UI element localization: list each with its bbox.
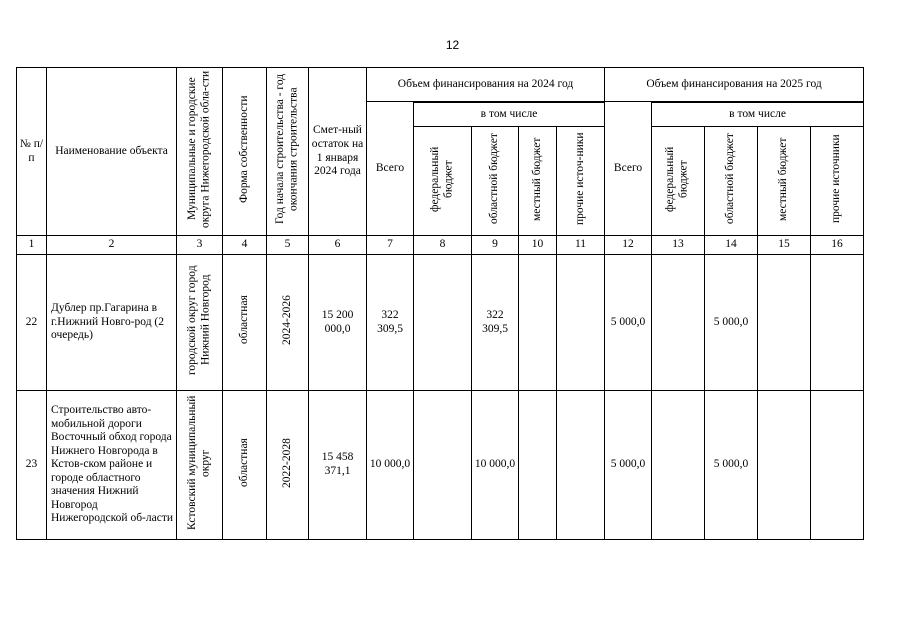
row-name: Дублер пр.Гагарина в г.Нижний Новго-род (2 очередь)	[47, 255, 177, 391]
header-total-2024: Всего	[367, 102, 414, 236]
column-number: 9	[472, 236, 519, 255]
row-other-2024	[557, 255, 605, 391]
header-federal-2025	[652, 127, 705, 236]
row-local-2024	[519, 391, 557, 540]
page-number: 12	[445, 38, 460, 52]
row-total-2025: 5 000,0	[605, 255, 652, 391]
financing-table	[16, 67, 864, 540]
column-number: 15	[758, 236, 811, 255]
row-other-2024	[557, 391, 605, 540]
column-number: 7	[367, 236, 414, 255]
row-local-2025	[758, 255, 811, 391]
row-federal-2024	[414, 255, 472, 391]
header-other-2025	[811, 127, 864, 236]
row-total-2025: 5 000,0	[605, 391, 652, 540]
row-remainder: 15 200 000,0	[309, 255, 367, 391]
header-remainder: Смет-ный остаток на 1 января 2024 года	[309, 68, 367, 236]
column-number: 14	[705, 236, 758, 255]
header-local-2025-text: местный бюджет	[777, 137, 790, 221]
table-row	[17, 391, 864, 540]
row-regional-2024: 10 000,0	[472, 391, 519, 540]
header-local-2025	[758, 127, 811, 236]
row-federal-2025	[652, 391, 705, 540]
row-num: 23	[17, 391, 47, 540]
row-regional-2025: 5 000,0	[705, 391, 758, 540]
column-number: 12	[605, 236, 652, 255]
column-number: 13	[652, 236, 705, 255]
header-num: № п/п	[17, 68, 47, 236]
header-regional-2024	[472, 127, 519, 236]
column-number: 16	[811, 236, 864, 255]
header-regional-2025	[705, 127, 758, 236]
column-number: 2	[47, 236, 177, 255]
row-municipality-text: городской округ город Нижний Новгород	[185, 265, 212, 376]
header-total-2025: Всего	[605, 102, 652, 236]
column-number: 11	[557, 236, 605, 255]
row-federal-2024	[414, 391, 472, 540]
row-regional-2025: 5 000,0	[705, 255, 758, 391]
header-regional-2025-text: областной бюджет	[724, 133, 737, 225]
row-local-2025	[758, 391, 811, 540]
header-name: Наименование объекта	[47, 68, 177, 236]
header-local-2024	[519, 127, 557, 236]
header-federal-2025-text: федеральный бюджет	[664, 146, 691, 212]
row-years	[267, 391, 309, 540]
column-number-row	[17, 236, 864, 255]
row-total-2024: 10 000,0	[367, 391, 414, 540]
table-row	[17, 255, 864, 391]
header-ownership-text: Форма собственности	[237, 95, 250, 203]
header-years	[267, 68, 309, 236]
row-years	[267, 255, 309, 391]
row-other-2025	[811, 255, 864, 391]
row-municipality	[177, 391, 223, 540]
header-years-text: Год начала строительства - год окончания строительства	[273, 74, 300, 225]
header-other-2024-text: прочие источ-ники	[573, 132, 586, 225]
row-regional-2024: 322 309,5	[472, 255, 519, 391]
column-number: 8	[414, 236, 472, 255]
header-municipality-text: Муниципальные и городские округа Нижегородской обла-сти	[185, 70, 212, 228]
column-number: 4	[223, 236, 267, 255]
row-ownership	[223, 255, 267, 391]
header-including-2024: в том числе	[414, 103, 605, 127]
header-local-2024-text: местный бюджет	[530, 137, 543, 221]
header-ownership	[223, 68, 267, 236]
column-number: 6	[309, 236, 367, 255]
row-ownership-text: областная	[237, 295, 250, 345]
row-municipality	[177, 255, 223, 391]
row-name: Строительство авто-мобильной дороги Восточный обход города Нижнего Новгорода в Кстов-ском районе и городе областного значения Нижний Новгород Нижегородской об-ласти	[47, 391, 177, 540]
header-federal-2024	[414, 127, 472, 236]
row-remainder: 15 458 371,1	[309, 391, 367, 540]
row-federal-2025	[652, 255, 705, 391]
row-years-text: 2022-2028	[280, 437, 293, 488]
row-other-2025	[811, 391, 864, 540]
header-federal-2024-text: федеральный бюджет	[428, 146, 455, 212]
row-num: 22	[17, 255, 47, 391]
row-total-2024: 322 309,5	[367, 255, 414, 391]
header-fin-2024: Объем финансирования на 2024 год	[367, 68, 605, 102]
header-other-2025-text: прочие источники	[830, 134, 843, 224]
row-ownership	[223, 391, 267, 540]
header-other-2024	[557, 127, 605, 236]
column-number: 1	[17, 236, 47, 255]
row-municipality-text: Кстовский муниципальный округ	[185, 395, 212, 530]
row-local-2024	[519, 255, 557, 391]
column-number: 10	[519, 236, 557, 255]
column-number: 3	[177, 236, 223, 255]
row-years-text: 2024-2026	[280, 295, 293, 346]
header-regional-2024-text: областной бюджет	[488, 133, 501, 225]
row-ownership-text: областная	[237, 438, 250, 488]
header-fin-2025: Объем финансирования на 2025 год	[605, 68, 864, 102]
header-municipality	[177, 68, 223, 236]
column-number: 5	[267, 236, 309, 255]
header-including-2025: в том числе	[652, 103, 864, 127]
